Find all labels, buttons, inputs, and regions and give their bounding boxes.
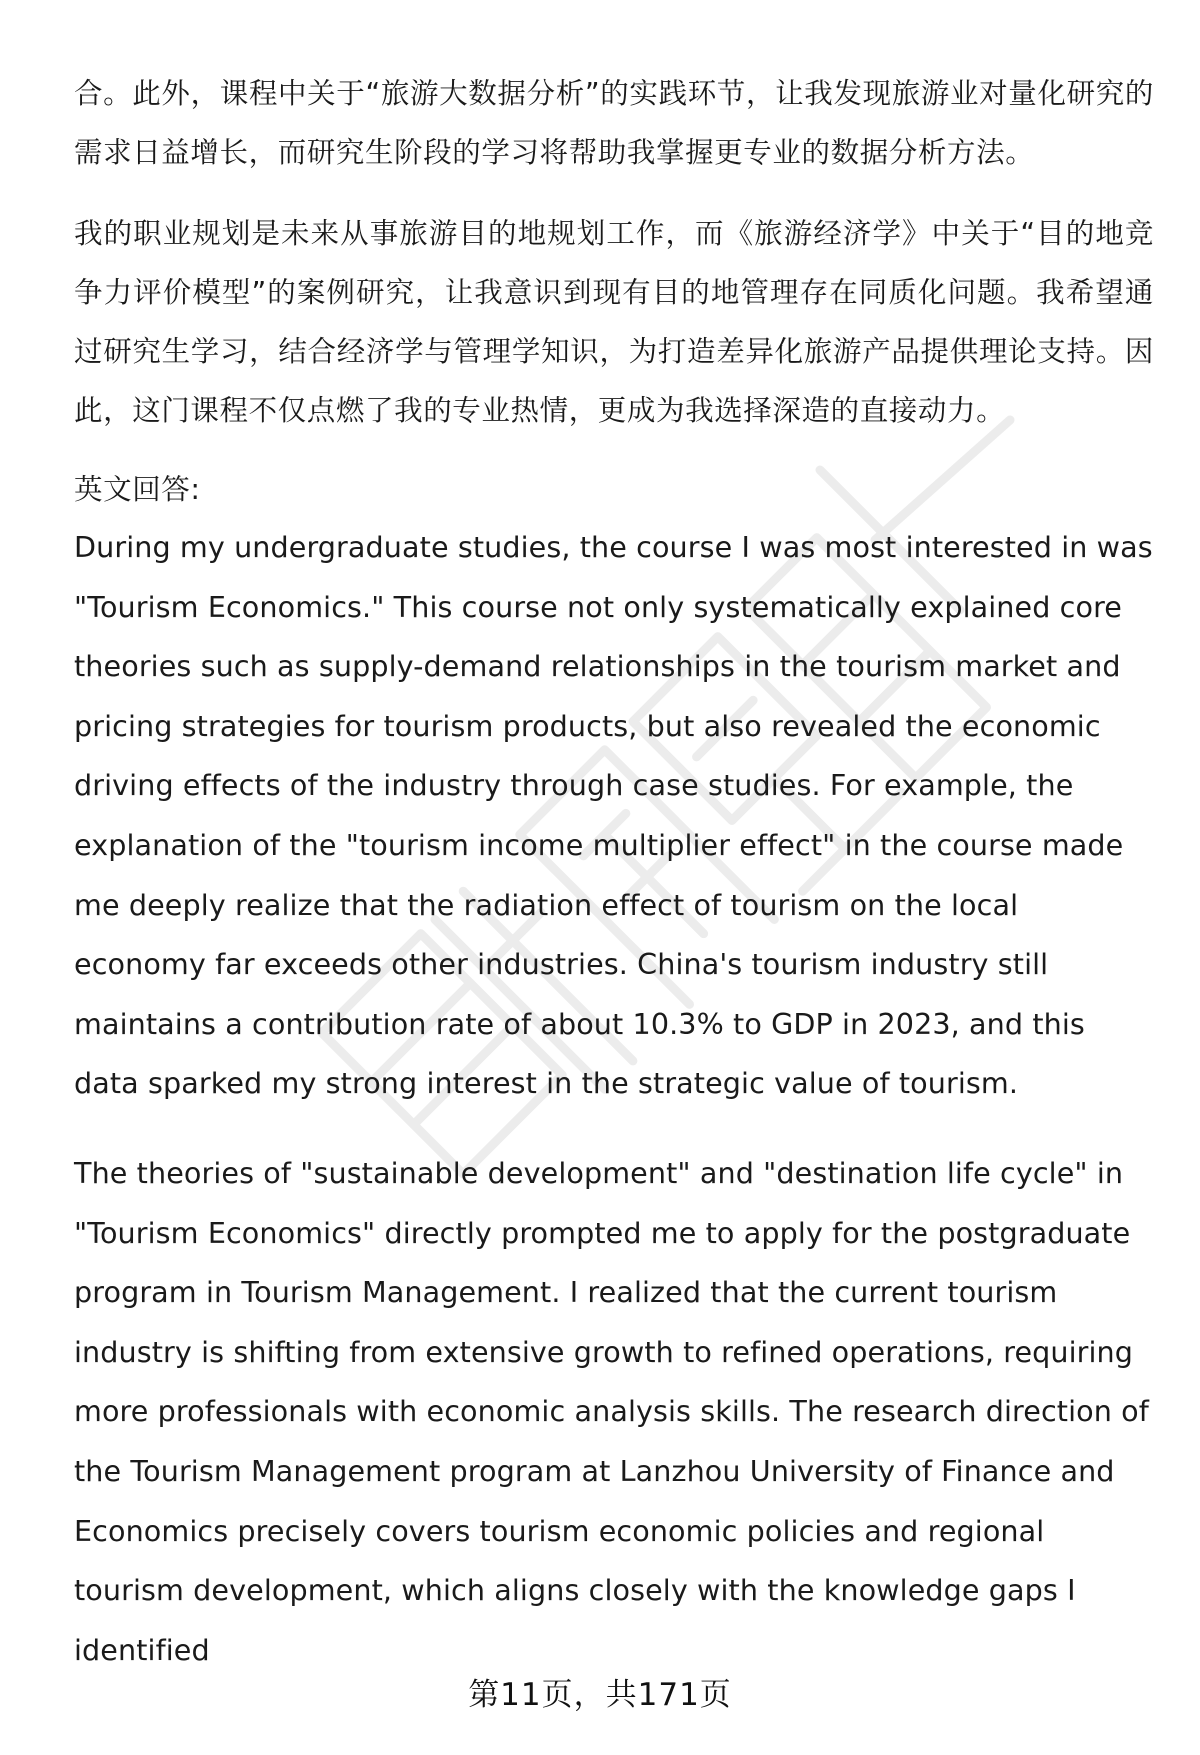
english-answer-heading: 英文回答: [74, 473, 201, 506]
chinese-paragraph: 我的职业规划是未来从事旅游目的地规划工作，而《旅游经济学》中关于“目的地竞争力评价模型”的案例研究，让我意识到现有目的地管理存在同质化问题。我希望通过研究生学习，结合经济学与管理学知识，为打造差异化旅游产品提供理论支持。因此，这门课程不仅点燃了我的专业热情，更成为我选择深造的直接动力。 [74, 217, 1154, 427]
document-body [74, 64, 1154, 1710]
page-number-footer: 第11页，共171页 [468, 1677, 732, 1713]
english-paragraph: During my undergraduate studies, the course I was most interested in was "Tourism Economics." This course not only systematically explained core theories such as supply-demand relationships in the tourism market and pricing strategies for tourism products, but also revealed the economic driving effects of the industry through case studies. For example, the explanation of the "tourism income multiplier effect" in the course made me deeply realize that the radiation effect of tourism on the local economy far exceeds other industries. China's tourism industry still maintains a contribution rate of about 10.3% to GDP in 2023, and this data sparked my strong interest in the strategic value of tourism. [74, 530, 1153, 1101]
chinese-paragraph: 合。此外，课程中关于“旅游大数据分析”的实践环节，让我发现旅游业对量化研究的需求日益增长，而研究生阶段的学习将帮助我掌握更专业的数据分析方法。 [74, 77, 1154, 169]
english-paragraph: The theories of "sustainable development" and "destination life cycle" in "Tourism Economics" directly prompted me to apply for the postgraduate program in Tourism Management. I realized that the current tourism industry is shifting from extensive growth to refined operations, requiring more professionals with economic analysis skills. The research direction of the Tourism Management program at Lanzhou University of Finance and Economics precisely covers tourism economic policies and regional tourism development, which aligns closely with the knowledge gaps I identified [74, 1155, 1149, 1667]
